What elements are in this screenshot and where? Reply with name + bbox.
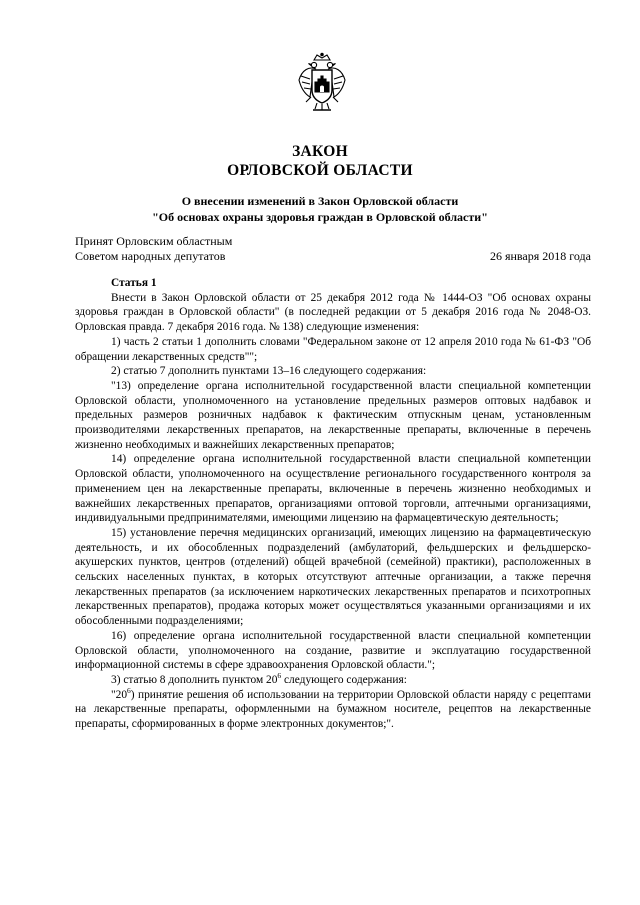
amendment-item-3 <box>75 673 591 688</box>
amendment-item-1: 1) часть 2 статьи 1 дополнить словами "Федеральном законе от 12 апреля 2010 года № 61-ФЗ "Об обращении лекарственных средств""; <box>75 335 591 363</box>
point-16: 16) определение органа исполнительной государственной власти специальной компетенции Орловской области, уполномоченного на создание, развитие и эксплуатацию государственной информационной системы в сфере здравоохранения Орловской области."; <box>75 629 591 672</box>
document-subtitle-line2: "Об основах охраны здоровья граждан в Орловской области" <box>152 210 488 224</box>
point-14: 14) определение органа исполнительной государственной власти специальной компетенции Орловской области, уполномоченного на осуществление регионального государственного контроля за применением цен на лекарственные препараты, включенные в перечень жизненно необходимых и важнейших лекарственных препаратов, организациями оптовой торговли, аптечными организациями, индивидуальными предпринимателями, имеющими лицензию на фармацевтическую деятельность; <box>75 453 591 525</box>
point-15: 15) установление перечня медицинских организаций, имеющих лицензию на фармацевтическую деятельность, и их обособленных подразделений (амбулаторий, фельдшерских и фельдшерско-акушерских пунктов, центров (отделений) общей врачебной (семейной) практики), расположенных в сельских населенных пунктах, в которых отсутствуют аптечные организации, а также перечня лекарственных препаратов (за исключением наркотических лекарственных препаратов и психотропных лекарственных препаратов), продажа которых может осуществляться указанными организациями и их обособленными подразделениями; <box>75 526 591 628</box>
adoption-date: 26 января 2018 года <box>489 249 591 263</box>
amendment-item-3-text-end: следующего содержания: <box>281 673 407 686</box>
amendment-item-2: 2) статью 7 дополнить пунктами 13–16 следующего содержания: <box>111 365 427 378</box>
point-20-6-superscript: 6 <box>127 685 131 695</box>
adoption-line2: Советом народных депутатов <box>75 249 226 263</box>
coat-of-arms-icon <box>297 52 347 118</box>
article-heading: Статья 1 <box>111 277 157 289</box>
amendment-item-3-superscript: 6 <box>277 671 282 681</box>
amendment-item-3-text: 3) статью 8 дополнить пунктом 20 <box>111 673 278 686</box>
document-title-line1: ЗАКОН <box>292 143 348 160</box>
adoption-line1: Принят Орловским областным <box>75 234 233 248</box>
point-20-6-number: "20 <box>111 688 128 701</box>
point-13: "13) определение органа исполнительной государственной власти специальной компетенции Орловской области, уполномоченного на установление предельных размеров оптовых надбавок и предельных размеров розничных надбавок к фактическим отпускным ценам, установленным производителями лекарственных препаратов, на лекарственные препараты, включенные в перечень жизненно необходимых и важнейших лекарственных препаратов; <box>75 379 591 451</box>
document-subtitle-line1: О внесении изменений в Закон Орловской области <box>181 194 459 208</box>
document-title-line2: ОРЛОВСКОЙ ОБЛАСТИ <box>227 162 413 179</box>
point-20-6-text: ) принятие решения об использовании на территории Орловской области наряду с рецептами на лекарственные препараты, оформленными на бумажном носителе, рецептов на лекарственные препараты, сформированных в форме электронных документов;". <box>75 688 591 731</box>
document-body <box>75 276 591 732</box>
point-20-6 <box>75 685 591 732</box>
article-intro: Внести в Закон Орловской области от 25 декабря 2012 года № 1444-ОЗ "Об основах охраны здоровья граждан в Орловской области" (в последней редакции от 5 декабря 2016 года № 2048-ОЗ. Орловская правда. 7 декабря 2016 года. № 138) следующие изменения: <box>75 291 591 334</box>
